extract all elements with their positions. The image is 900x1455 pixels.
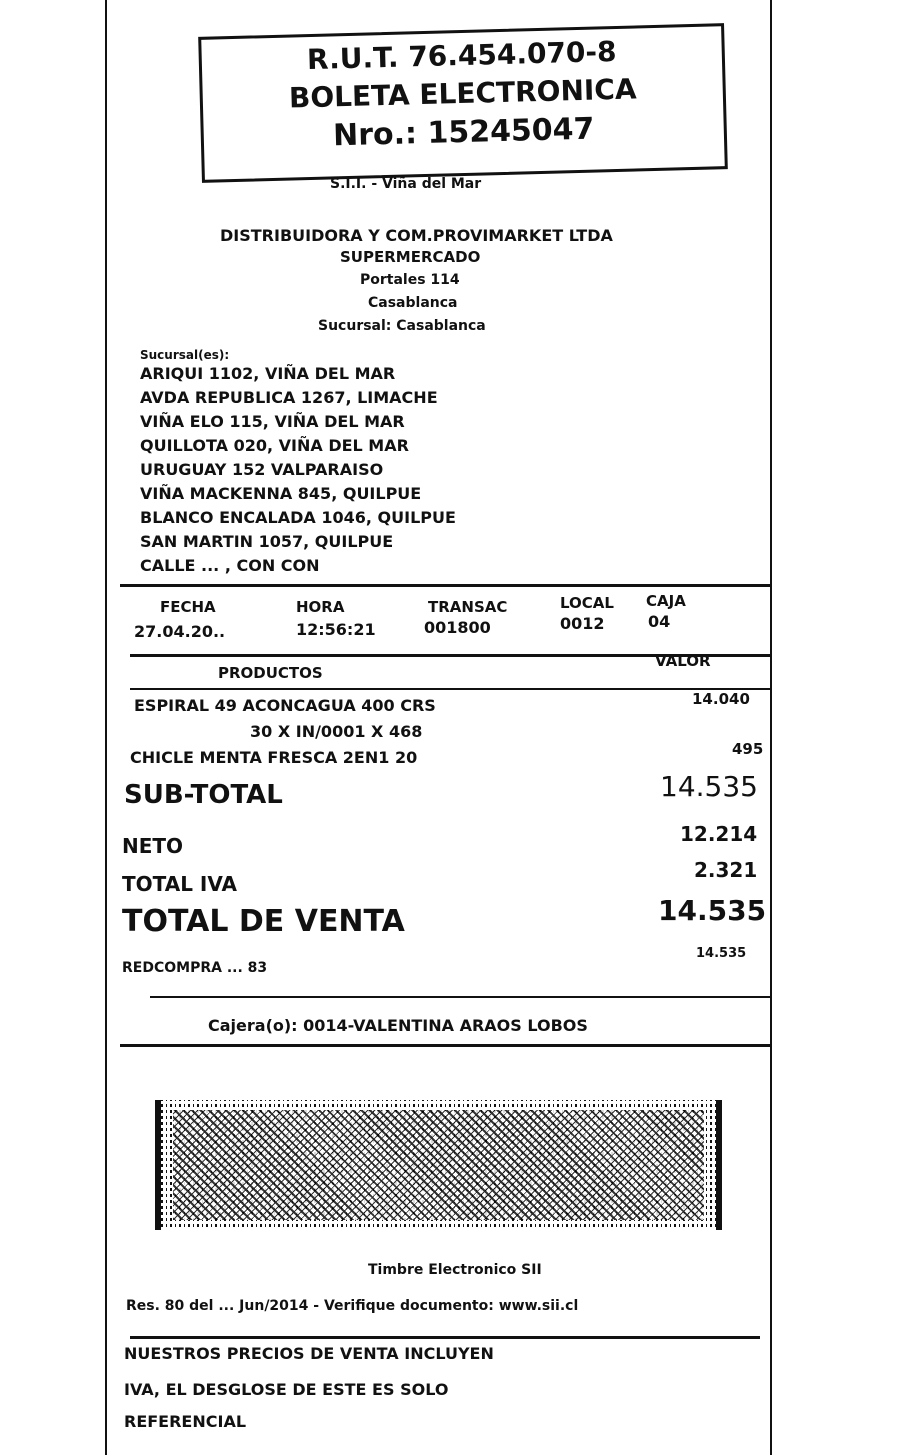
branch-item: SAN MARTIN 1057, QUILPUE — [140, 532, 394, 551]
trans-transac: 001800 — [424, 618, 491, 637]
branches-title: Sucursal(es): — [140, 348, 230, 362]
cashier: Cajera(o): 0014-VALENTINA ARAOS LOBOS — [208, 1016, 588, 1035]
stamp-resolution: Res. 80 del ... Jun/2014 - Verifique documento: www.sii.cl — [126, 1298, 579, 1314]
payment-method: REDCOMPRA ... 83 — [122, 960, 268, 976]
trans-caja: 04 — [648, 612, 671, 631]
iva-label: TOTAL IVA — [122, 872, 237, 896]
branch-item: CALLE ... , CON CON — [140, 556, 320, 575]
branch-item: VIÑA MACKENNA 845, QUILPUE — [140, 484, 422, 503]
col-products: PRODUCTOS — [218, 664, 323, 682]
issuer-address: Portales 114 — [360, 272, 460, 288]
pdf417-barcode — [155, 1100, 722, 1230]
iva-value: 2.321 — [694, 858, 758, 882]
col-value: VALOR — [655, 652, 711, 670]
footer-line: REFERENCIAL — [124, 1412, 247, 1431]
divider — [120, 1044, 770, 1047]
branch-item: QUILLOTA 020, VIÑA DEL MAR — [140, 436, 409, 455]
subtotal-value: 14.535 — [660, 770, 758, 803]
branch-item: AVDA REPUBLICA 1267, LIMACHE — [140, 388, 438, 407]
item-row-desc: CHICLE MENTA FRESCA 2EN1 20 — [130, 748, 418, 767]
issuer-type: SUPERMERCADO — [340, 248, 481, 266]
neto-value: 12.214 — [680, 822, 758, 846]
trans-fecha: 27.04.20.. — [134, 622, 226, 641]
branch-item: ARIQUI 1102, VIÑA DEL MAR — [140, 364, 396, 383]
item-row-value: 495 — [732, 740, 764, 758]
header-box — [198, 23, 728, 183]
trans-hora: 12:56:21 — [296, 620, 376, 639]
document-number: Nro.: 15245047 — [332, 111, 595, 154]
document-type: BOLETA ELECTRONICA — [288, 72, 637, 115]
receipt-right-edge — [770, 0, 772, 1455]
trans-local: 0012 — [560, 614, 605, 633]
trans-header-local: LOCAL — [560, 594, 614, 612]
item-row-desc: 30 X IN/0001 X 468 — [250, 722, 423, 741]
branch-item: URUGUAY 152 VALPARAISO — [140, 460, 384, 479]
divider — [120, 584, 770, 587]
issuer-name: DISTRIBUIDORA Y COM.PROVIMARKET LTDA — [220, 226, 613, 245]
branch-item: BLANCO ENCALADA 1046, QUILPUE — [140, 508, 456, 527]
total-venta-label: TOTAL DE VENTA — [122, 904, 405, 939]
subtotal-label: SUB-TOTAL — [124, 780, 283, 810]
payment-value: 14.535 — [696, 946, 747, 961]
total-venta-value: 14.535 — [658, 894, 767, 927]
barcode-pattern — [173, 1110, 704, 1220]
footer-line: NUESTROS PRECIOS DE VENTA INCLUYEN — [124, 1344, 494, 1363]
trans-header-caja: CAJA — [646, 592, 686, 610]
stamp-label: Timbre Electronico SII — [368, 1262, 542, 1278]
neto-label: NETO — [122, 834, 184, 858]
divider — [130, 688, 770, 690]
trans-header-transac: TRANSAC — [428, 598, 508, 616]
footer-line: IVA, EL DESGLOSE DE ESTE ES SOLO — [124, 1380, 449, 1399]
issuer-branch: Sucursal: Casablanca — [318, 318, 486, 334]
issuer-city: Casablanca — [368, 295, 458, 311]
receipt-left-edge — [105, 0, 107, 1455]
rut: R.U.T. 76.454.070-8 — [306, 34, 617, 77]
item-row-value: 14.040 — [692, 690, 750, 708]
branch-item: VIÑA ELO 115, VIÑA DEL MAR — [140, 412, 405, 431]
item-row-desc: ESPIRAL 49 ACONCAGUA 400 CRS — [134, 696, 436, 715]
divider — [150, 996, 770, 998]
trans-header-hora: HORA — [296, 598, 345, 616]
sii-office: S.I.I. - Viña del Mar — [330, 176, 482, 192]
trans-header-fecha: FECHA — [160, 598, 216, 616]
divider — [130, 1336, 760, 1339]
